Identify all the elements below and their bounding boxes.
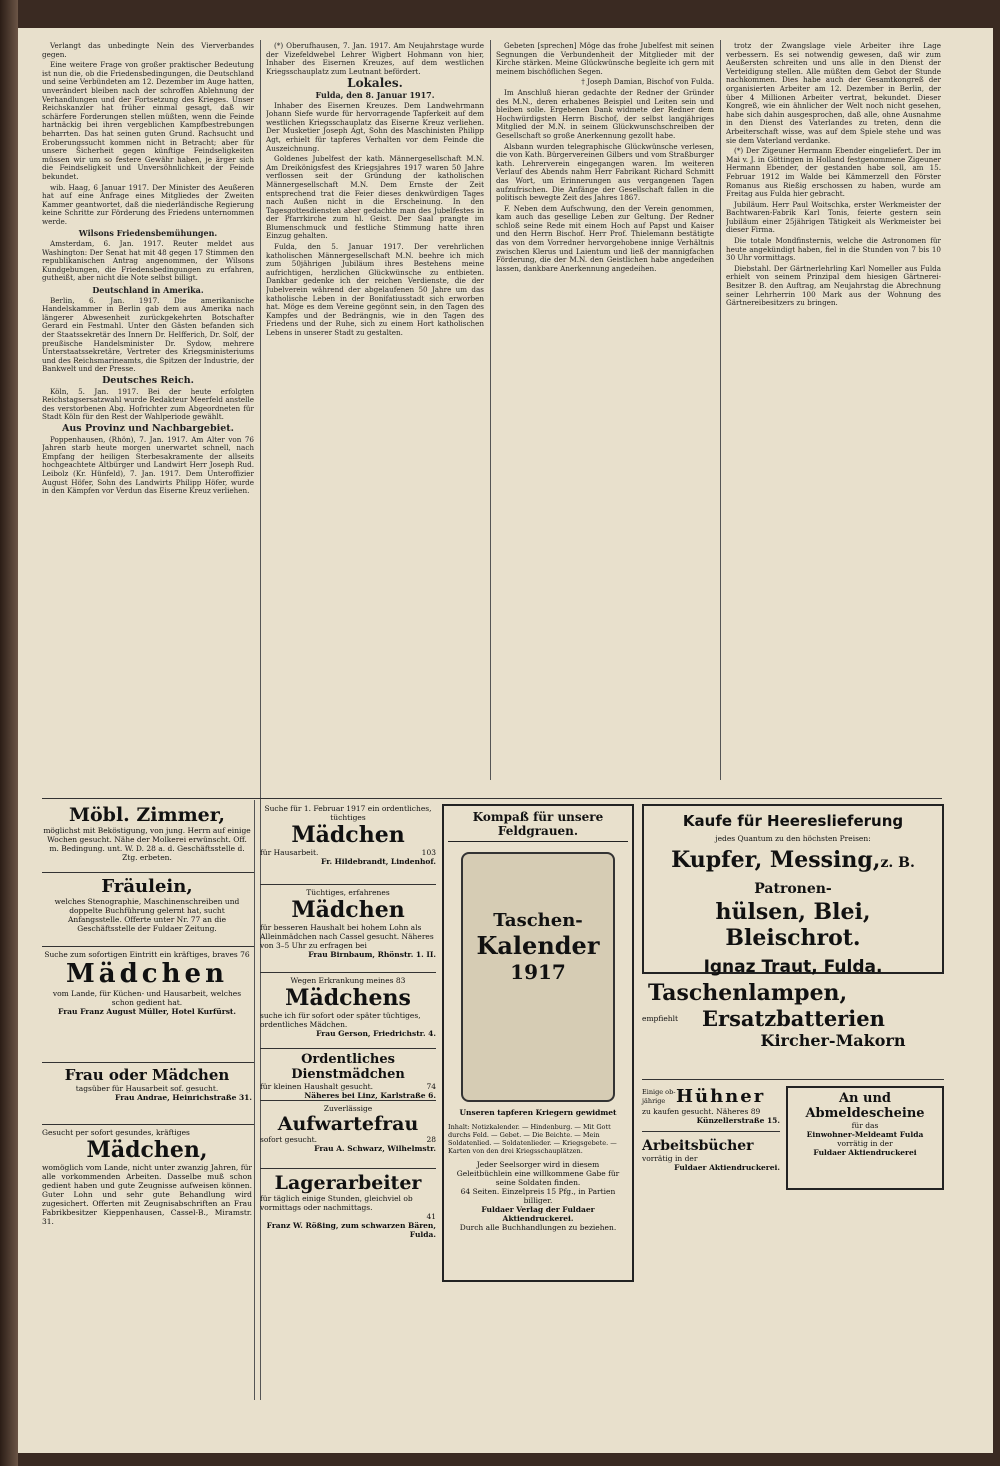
ad-text: sofort gesucht. (260, 1135, 317, 1144)
ad-text: für besseren Haushalt bei hohem Lohn als Alleinmädchen nach Cassel gesucht. Näheres von 3–5 Uhr zu erfragen bei (260, 923, 434, 950)
ad-text: suche ich für sofort oder später tüchtiges, ordentliches Mädchen. (260, 1011, 421, 1029)
calendar-title: Kalender (476, 931, 600, 960)
ad-text: empfiehlt (642, 1014, 679, 1023)
ad-meldescheine (786, 1086, 944, 1190)
ad-sign: Franz W. Rößing, zum schwarzen Bären, Fulda. (266, 1221, 436, 1239)
ad-title: hülsen, Blei, Bleischrot. (715, 899, 871, 951)
article-column-4 (726, 42, 941, 792)
ad-sign: Kircher-Makorn (760, 1031, 906, 1050)
ad-text: womöglich vom Lande, nicht unter zwanzig Jahren, für alle vorkommenden Arbeiten. Dasselbe muß schon gedient haben und gute Zeugnisse aufweisen können. Guter Lohn und sehr gute Behandlung wird zugesichert. Offerten mit Zeugnisabschriften an Frau Fabrikbesitzer Kieppenhausen, Cassel-B., Miramstr. 31. (42, 1163, 252, 1226)
ad-sign: Frau Gerson, Friedrichstr. 4. (316, 1029, 436, 1038)
ad-sign: Fuldaer Aktiendruckerei. (674, 1163, 780, 1172)
ad-sign: Näheres bei Linz, Karlstraße 6. (304, 1091, 436, 1100)
article-text: wib. Haag, 6 Januar 1917. Der Minister des Aeußeren hat auf eine Anfrage eines Mitgliedes der Zweiten Kammer geantwortet, daß die niederländische Regierung keine Schritte zur Förderung des Friedens unternommen werde. (42, 182, 254, 226)
calendar-title: Taschen- (493, 910, 583, 931)
ad-number: 74 (426, 1082, 436, 1091)
section-heading: Aus Provinz und Nachbargebiet. (62, 422, 234, 434)
article-text: Alsbann wurden telegraphische Glückwünsche verlesen, die von Kath. Bürgervereinen Gilbers und vom Straßburger kath. Lehrerverein eingegangen waren. Im weiteren Verlauf des Abends nahm Herr Fabrikant Richard Schmitt das Wort, um Erinnerungen aus vergangenen Tagen aufzufrischen. Die Anfänge der Gesellschaft fallen in die politisch bewegte Zeit des Jahres 1867. (496, 141, 714, 203)
ad-maedchen (42, 950, 252, 1058)
ad-text: Wegen Erkrankung meines (290, 976, 394, 985)
ad-title: Frau oder Mädchen (64, 1066, 230, 1084)
ad-maedchen-3 (260, 804, 436, 882)
ad-sign: Künzellerstraße 15. (696, 1116, 780, 1125)
ad-lagerarbeiter (260, 1172, 436, 1278)
ad-divider (260, 1168, 436, 1169)
ad-divider (42, 1062, 254, 1063)
article-text: Berlin, 6. Jan. 1917. Die amerikanische Handelskammer in Berlin gab dem aus Amerika nach längerer Abwesenheit zurückgekehrten Botschafter Gerard ein Festmahl. Unter den Gästen befanden sich der Staatssekretär des Innern Dr. Helfferich, Dr. Solf, der preußische Handelsminister Dr. Sydow, mehrere Unterstaatssekretäre, Vertreter des Kriegsministeriums und des Reichsmarineamts, die Spitzen der Industrie, der Bankwelt und der Presse. (42, 295, 254, 374)
article-text: Goldenes Jubelfest der kath. Männergesellschaft M.N. Am Dreikönigsfest des Kriegsjahres 1917 waren 50 Jahre verflossen seit der Gründung der katholischen Männergesellschaft M.N. Dem Ernste der Zeit entsprechend trat die Feier dieses denkwürdigen Tages nach Außen nicht in die Erscheinung. In den Tagesgottesdiensten aber gedachte man des Jubelfestes in der Pfarrkirche zum hl. Geist. Der Saal prangte im Blumenschmuck und festliche Stimmung hatte ihren Einzug gehalten. (266, 154, 484, 241)
ad-text: für täglich einige Stunden, gleichviel ob vormittags oder nachmittags. (260, 1194, 413, 1212)
column-rule (254, 800, 255, 1400)
ad-title: Fräulein, (101, 876, 193, 897)
ad-text: Durch alle Buchhandlungen zu beziehen. (459, 1223, 617, 1232)
ad-sign: Frau Birnbaum, Rhönstr. 1. II. (308, 950, 436, 959)
article-text: Jubiläum. Herr Paul Woitschka, erster Werkmeister der Bachtwaren-Fabrik Karl Tonis, feierte gestern sein Jubiläum einer 25jährigen Tätigkeit als Werkmeister bei dieser Firma. (726, 199, 941, 235)
ad-title: Taschenlampen, (648, 980, 848, 1006)
ad-title: Ordentliches Dienstmädchen (291, 1052, 405, 1082)
ad-maedchens (260, 976, 436, 1046)
ad-number: 103 (421, 848, 436, 857)
ad-title: Lagerarbeiter (274, 1172, 422, 1194)
ad-divider (42, 946, 254, 947)
ad-fraeulein (42, 876, 252, 942)
column-rule (720, 40, 721, 780)
dateline: Fulda, den 8. Januar 1917. (315, 89, 435, 100)
ad-taschenlampen (642, 980, 944, 1080)
ad-sign: Fr. Hildebrandt, Lindenhof. (321, 857, 436, 866)
article-text: (*) Oberufhausen, 7. Jan. 1917. Am Neujahrstage wurde der Vizefeldwebel Lehrer Wigbert Hohmann von hier, Inhaber des Eisernen Kreuzes, auf dem westlichen Kriegsschauplatz zum Leutnant befördert. (266, 42, 484, 76)
ad-zimmer (42, 804, 252, 870)
ad-text: für das (851, 1121, 879, 1130)
ad-title: An und Abmeldescheine (805, 1091, 925, 1121)
ad-divider (260, 972, 436, 973)
ad-number: 41 (426, 1212, 436, 1221)
ad-sign: Fuldaer Aktiendruckerei (813, 1148, 917, 1157)
ad-title: Kupfer, Messing, (671, 847, 881, 873)
ad-divider (260, 884, 436, 885)
ad-sign: Ignaz Traut, Fulda. (703, 957, 883, 977)
section-divider (42, 798, 942, 799)
ad-title: Mädchen (291, 822, 405, 848)
article-column-1 (42, 42, 254, 792)
ad-text: Einwohner-Meldeamt Fulda (806, 1130, 924, 1139)
ad-text: Inhalt: Notizkalender. — Hindenburg. — Mit Gott durchs Feld. — Gebet. — Die Beichte. — Mein Soldatenlied. — Soldatenlieder. — Kriegsgebete. — Karten von den drei Kriegsschauplätzen. (448, 1123, 617, 1155)
column-rule (490, 40, 491, 780)
ad-arbeitsbuecher (642, 1138, 780, 1188)
section-heading: Deutsches Reich. (102, 374, 194, 386)
article-text: Inhaber des Eisernen Kreuzes. Dem Landwehrmann Johann Siefe wurde für hervorragende Tapferkeit auf dem westlichen Kriegsschauplatz das Eiserne Kreuz verliehen. Der Musketier Joseph Agt, Sohn des Maschinisten Philipp Agt, erhielt für tapferes Verhalten vor dem Feinde die Auszeichnung. (266, 100, 484, 153)
ad-text: Suche für 1. Februar 1917 ein ordentliches, tüchtiges (264, 804, 432, 822)
ad-huehner (642, 1086, 780, 1132)
article-text: Im Anschluß hieran gedachte der Redner der Gründer des M.N., deren erhabenes Beispiel und Leiten sein und bleiben solle. Ergebenen Dank widmete der Redner dem Hochwürdigsten Herrn Bischof, der selbst langjähriges Mitglied der M.N. in seinem Glückwunschschreiben der Gesellschaft so große Anerkennung gezollt habe. (496, 87, 714, 140)
ad-text: jedes Quantum zu den höchsten Preisen: (715, 834, 871, 843)
ad-text: Zuverlässige (323, 1104, 373, 1113)
ad-title: Aufwartefrau (277, 1113, 419, 1135)
ad-title: Mädchen (291, 897, 405, 923)
ad-number: 28 (426, 1135, 436, 1144)
ad-number: 76 (240, 950, 250, 959)
ad-title: Mädchen, (86, 1137, 208, 1163)
ad-frau (42, 1066, 252, 1122)
calendar-book-image (461, 852, 615, 1102)
article-text: Diebstahl. Der Gärtnerlehrling Karl Nomeller aus Fulda erhielt von seinem Prinzipal dem hiesigen Gärtnerei-Besitzer B. den Auftrag, am Neujahrstag die Abrechnung seiner Lehrherrin 100 Mark aus der Wohnung des Gärtnereibesitzers zu bringen. (726, 263, 941, 308)
ad-text: welches Stenographie, Maschinenschreiben und doppelte Buchführung gelernt hat, sucht Anfangsstelle. Offerte unter Nr. 77 an die Geschäftsstelle der Fuldaer Zeitung. (54, 897, 240, 933)
ad-aufwartefrau (260, 1104, 436, 1166)
ad-maedchen-2 (42, 1128, 252, 1278)
article-text: Verlangt das unbedingte Nein des Vierverbandes gegen. (42, 42, 254, 59)
article-text: trotz der Zwangslage viele Arbeiter ihre Lage verbessern. Es sei notwendig gewesen, daß wir zum Aeußersten schreiten und uns alle in den Dienst der Verteidigung stellen. Alle müßten dem Gebot der Stunde nachkommen. Dies habe auch der Gesamtkongreß der organisierten Arbeiter am 12. Dezember in Berlin, der über 4 Millionen Arbeiter vertrat, bekundet. Dieser Kongreß, wie ein ähnlicher der Welt noch nicht gesehen, habe sich dahin ausgesprochen, daß alle, ohne Ausnahme in den Dienst des Vaterlandes zu treten, denn die Arbeiterschaft wisse, was auf dem Spiele stehe und was sie dem Vaterland verdanke. (726, 42, 941, 145)
ad-divider (42, 1124, 254, 1125)
article-text: Gebeten [sprechen] Möge das frohe Jubelfest mit seinen Segnungen die Verbundenheit der Mitglieder mit der Kirche stärken. Meine Glückwünsche begleite ich gern mit meinem bischöflichen Segen. (496, 42, 714, 76)
article-text: (*) Der Zigeuner Hermann Ebender eingeliefert. Der im Mai v. J. in Göttingen in Holland festgenommene Zigeuner Hermann Ebender, der gestanden habe soll, am 15. Februar 1912 im Walde bei Kämmerzell den Förster Romanus aus Rießig erschossen zu haben, wurde am Freitag aus Fulda hier gebracht. (726, 146, 941, 199)
ad-title: Kompaß für unsere Feldgrauen. (448, 810, 628, 842)
ad-publisher: Fuldaer Verlag der Fuldaer Aktiendruckerei. (481, 1205, 595, 1223)
ad-text: Einige ob-jährige (642, 1087, 676, 1105)
ad-text: tagsüber für Hausarbeit sof. gesucht. (75, 1084, 219, 1093)
ad-title: Kaufe für Heereslieferung (682, 812, 904, 830)
article-text: Fulda, den 5. Januar 1917. Der verehrlichen katholischen Männergesellschaft M.N. beehre ich mich zum 50jährigen Jubiläum ihres Bestehens meine aufrichtigen, herzlichen Glückwünsche zu entbieten. Dankbar gedenke ich der reichen Verdienste, die der Jubelverein während der abgelaufenen 50 Jahre um das katholische Leben in der Bonifatiusstadt sich erworben hat. Möge es dem Vereine gegönnt sein, in den Tagen des Kampfes und der Bedrängnis, wie in den Tagen des Friedens und der Ruhe, sich zu einem Hort katholischen Lebens in unserer Stadt zu gestalten. (266, 242, 484, 337)
article-text: Köln, 5. Jan. 1917. Bei der heute erfolgten Reichstagsersatzwahl wurde Redakteur Meerfeld anstelle des verstorbenen Abg. Hofrichter zum Abgeordneten für Stadt Köln für den Rest der Wahlperiode gewählt. (42, 386, 254, 422)
ad-text: vorrätig in der (837, 1139, 893, 1148)
ad-text: zu kaufen gesucht. Näheres (642, 1107, 749, 1116)
ad-heereslieferung (642, 804, 944, 977)
ad-dienstmaedchen (260, 1052, 436, 1098)
ad-title: z. B. Patronen- (754, 855, 915, 897)
ad-number: 83 (395, 976, 406, 985)
ad-sign: Frau A. Schwarz, Wilhelmstr. (314, 1144, 436, 1153)
section-heading: Deutschland in Amerika. (92, 285, 204, 296)
ad-text: für kleinen Haushalt gesucht. (260, 1082, 373, 1091)
ad-number: 89 (750, 1107, 761, 1116)
ad-title: Arbeitsbücher (642, 1138, 754, 1154)
ad-divider (260, 1100, 436, 1101)
article-text: Eine weitere Frage von großer praktischer Bedeutung ist nun die, ob die Friedensbedingungen, die Deutschland und seine Verbündeten am 12. Dezember im Auge hatten, unverändert bleiben nach der schroffen Ablehnung der Verhandlungen und der Fortsetzung des Krieges. Unser Reichskanzler hat früher einmal gesagt, daß wir schärfere Forderungen stellen müßten, wenn die Feinde hartnäckig bei ihren vergeblichen Kampfbestrebungen beharrten. Das hat seinen guten Grund. Rachsucht und Eroberungssucht kommen nicht in Betracht; aber für unsere Sicherheit gegen künftige Feindseligkeiten müssen wir um so festere Gewähr haben, je ärger sich die Feindseligkeit und Unversöhnlichkeit der Feinde bekundet. (42, 60, 254, 181)
ad-text: Suche zum sofortigen Eintritt ein kräftiges, braves (44, 950, 238, 959)
ad-title: Ersatzbatterien (702, 1006, 885, 1031)
ad-title: Mädchens (285, 985, 411, 1011)
ad-sign: Frau Franz August Müller, Hotel Kurfürst. (58, 1007, 236, 1016)
ad-text: vorrätig in der (642, 1154, 698, 1163)
section-heading: Wilsons Friedensbemühungen. (78, 228, 218, 239)
ad-title: Hühner (676, 1086, 766, 1107)
ad-caption: Unseren tapferen Kriegern gewidmet (459, 1108, 617, 1117)
ad-divider (260, 1048, 436, 1049)
article-column-2 (266, 42, 484, 792)
ad-text: vom Lande, für Küchen- und Hausarbeit, welches schon gedient hat. (52, 989, 242, 1007)
article-text: Amsterdam, 6. Jan. 1917. Reuter meldet aus Washington: Der Senat hat mit 48 gegen 17 Stimmen den republikanischen Antrag angenommen, der Wilsons Kundgebungen, die Friedensbedingungen zu erfahren, gutheißt, aber nicht die Note selbst billigt. (42, 239, 254, 283)
ad-title: Möbl. Zimmer, (68, 804, 226, 826)
calendar-year: 1917 (510, 960, 566, 984)
article-column-3 (496, 42, 714, 792)
article-text: † Joseph Damian, Bischof von Fulda. (581, 77, 714, 87)
section-heading: Lokales. (347, 76, 403, 91)
article-text: Die totale Mondfinsternis, welche die Astronomen für heute angekündigt haben, fiel in die Stunden von 7 bis 10 30 Uhr vormittags. (726, 236, 941, 263)
ad-kompass (442, 804, 634, 1282)
ad-text: Gesucht per sofort gesundes, kräftiges (42, 1128, 190, 1137)
ad-maedchen-4 (260, 888, 436, 970)
ad-divider (42, 872, 254, 873)
ad-text: Tüchtiges, erfahrenes (306, 888, 390, 897)
ad-sign: Frau Andrae, Heinrichstraße 31. (115, 1093, 252, 1102)
article-text: Poppenhausen, (Rhön), 7. Jan. 1917. Am Alter von 76 Jahren starb heute morgen unerwartet schnell, nach Empfang der heiligen Sterbesakramente der allseits hochgeachtete Altbürger und Landwirt Herr Joseph Rud. Leibolz (Kr. Hünfeld), 7. Jan. 1917. Dem Unteroffizier August Höfer, Sohn des Landwirts Philipp Höfer, wurde in den Kämpfen vor Verdun das Eiserne Kreuz verliehen. (42, 434, 254, 496)
ad-text: möglichst mit Beköstigung, von jung. Herrn auf einige Wochen gesucht. Nähe der Molkerei erwünscht. Off. m. Bedingung. unt. W. D. 28 a. d. Geschäftsstelle d. Ztg. erbeten. (43, 826, 251, 862)
ad-price: 64 Seiten. Einzelpreis 15 Pfg., in Partien billiger. (460, 1187, 616, 1205)
ad-text: Jeder Seelsorger wird in diesem Geleitbüchlein eine willkommene Gabe für seine Soldaten finden. (456, 1160, 620, 1187)
article-text: F. Neben dem Aufschwung, den der Verein genommen, kam auch das gesellige Leben zur Geltung. Der Redner schloß seine Rede mit einem Hoch auf Papst und Kaiser und den Herrn Bischof. Herr Prof. Thielemann bestätigte das von dem Vorredner hervorgehobene innige Verhältnis zwischen Klerus und Laientum und ließ der mannigfachen Förderung, die der M.N. den Geistlichen habe angedeihen lassen, dankbare Anerkennung angedeihen. (496, 203, 714, 273)
page-edge (0, 0, 18, 1466)
ad-text: für Hausarbeit. (260, 848, 319, 857)
ad-title: Mädchen (66, 959, 228, 989)
